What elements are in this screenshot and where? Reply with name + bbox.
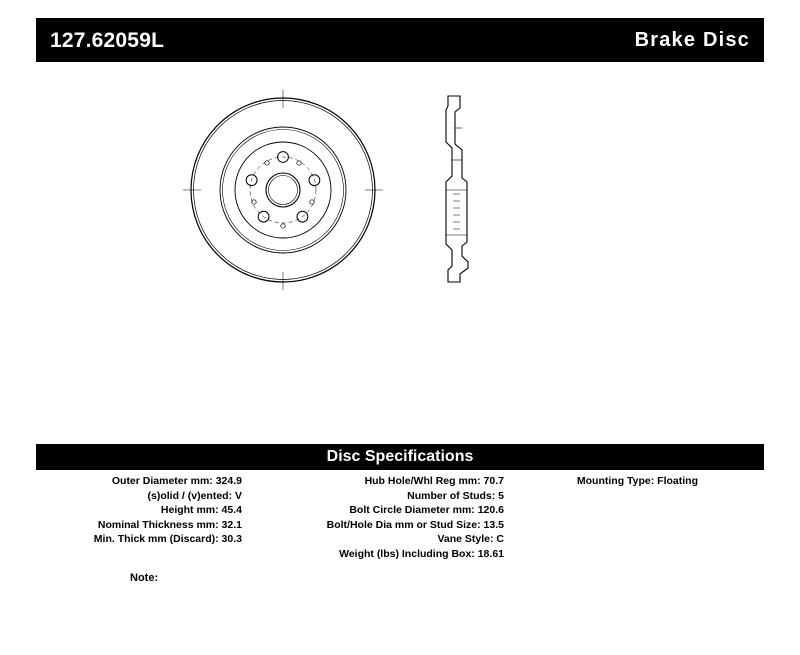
spec-column-middle [248,474,512,562]
spec-line: Min. Thick mm (Discard): 30.3 [93,533,242,546]
spec-line: Nominal Thickness mm: 32.1 [97,518,242,531]
part-number: 127.62059L [50,28,165,52]
spec-line: Bolt Circle Diameter mm: 120.6 [349,504,504,517]
spec-columns [36,474,764,562]
spec-line: (s)olid / (v)ented: V [147,489,242,502]
spec-line: Weight (lbs) Including Box: 18.61 [339,547,504,560]
spec-section-header [36,444,764,470]
spec-column-right [512,474,764,489]
spec-line: Outer Diameter mm: 324.9 [111,475,242,487]
spec-line: Vane Style: C [437,533,504,546]
spec-section-title: Disc Specifications [326,448,474,465]
spec-line: Number of Studs: 5 [407,489,504,502]
product-type: Brake Disc [634,29,750,51]
header-bar [36,18,764,62]
spec-line: Mounting Type: Floating [576,475,698,487]
note-label: Note: [130,572,159,584]
brake-rotor-cross-section-drawing [446,96,468,282]
spec-line: Hub Hole/Whl Reg mm: 70.7 [364,475,504,487]
product-drawing [36,70,764,425]
spec-line: Height mm: 45.4 [160,504,242,517]
spec-column-left [36,474,248,547]
spec-line: Bolt/Hole Dia mm or Stud Size: 13.5 [326,518,504,531]
brake-rotor-face-drawing [183,90,383,290]
